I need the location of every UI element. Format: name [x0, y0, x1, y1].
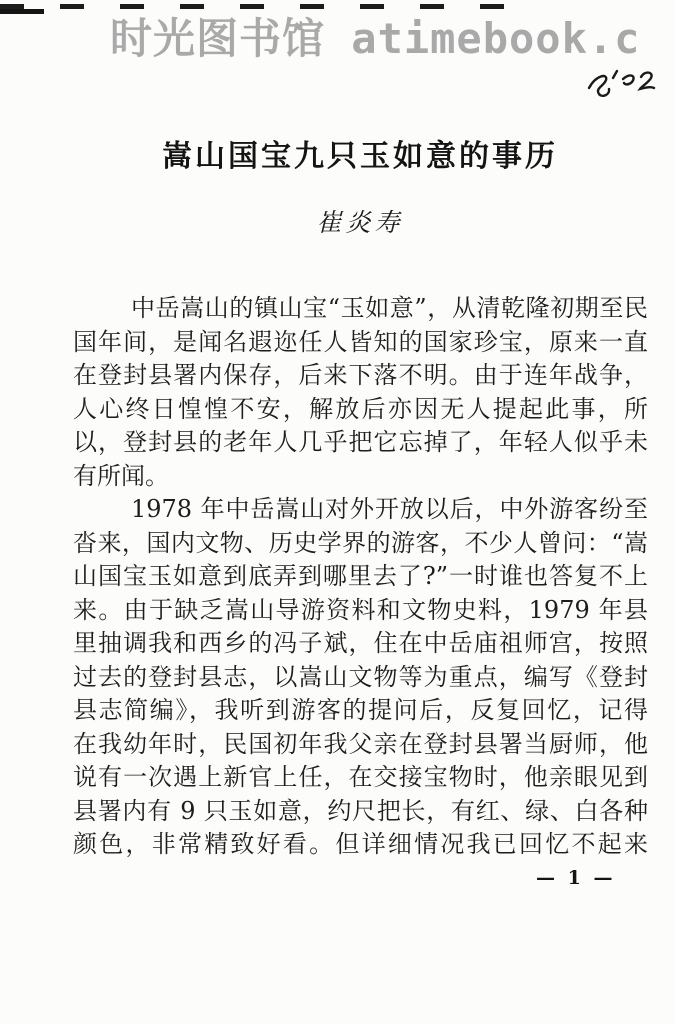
text-line: 以，登封县的老年人几乎把它忘掉了，年轻人似乎未 [73, 428, 648, 456]
page-number: — 1 — [536, 867, 616, 889]
article-author: 崔炎寿 [316, 208, 404, 237]
text-line: 山国宝玉如意到底弄到哪里去了?”一时谁也答复不上 [73, 562, 648, 590]
text-line: 国年间，是闻名遐迩任人皆知的国家珍宝，原来一直 [73, 327, 648, 356]
text-line: 沓来，国内文物、历史学界的游客，不少人曾问：“嵩 [73, 528, 648, 557]
scan-edge-dash-corner [0, 9, 44, 14]
text-line: 县署内有 9 只玉如意，约尺把长，有红、绿、白各种 [73, 796, 648, 825]
text-line: 中岳嵩山的镇山宝“玉如意”，从清乾隆初期至民 [131, 294, 648, 322]
library-watermark: 时光图书馆 atimebook.c [110, 14, 641, 63]
text-line: 里抽调我和西乡的冯子斌，住在中岳庙祖师宫，按照 [73, 629, 648, 657]
text-line: 有所闻。 [73, 461, 169, 490]
text-line: 说有一次遇上新官上任，在交接宝物时，他亲眼见到 [73, 763, 648, 791]
handwritten-number-icon [583, 64, 661, 110]
text-line: 在我幼年时，民国初年我父亲在登封县署当厨师，他 [73, 729, 648, 758]
text-line: 在登封县署内保存，后来下落不明。由于连年战争， [73, 361, 648, 389]
article-body [73, 292, 648, 862]
text-line: 县志简编》，我听到游客的提问后，反复回忆，记得 [73, 696, 648, 724]
article-title: 嵩山国宝九只玉如意的事历 [162, 139, 558, 174]
text-line: 来。由于缺乏嵩山导游资料和文物史料，1979 年县 [73, 595, 648, 624]
text-line: 颜色，非常精致好看。但详细情况我已回忆不起来 [73, 830, 648, 858]
text-line: 1978 年中岳嵩山对外开放以后，中外游客纷至 [131, 495, 648, 523]
text-line: 过去的登封县志，以嵩山文物等为重点，编写《登封 [73, 662, 648, 691]
text-line: 人心终日惶惶不安，解放后亦因无人提起此事，所 [73, 394, 648, 423]
